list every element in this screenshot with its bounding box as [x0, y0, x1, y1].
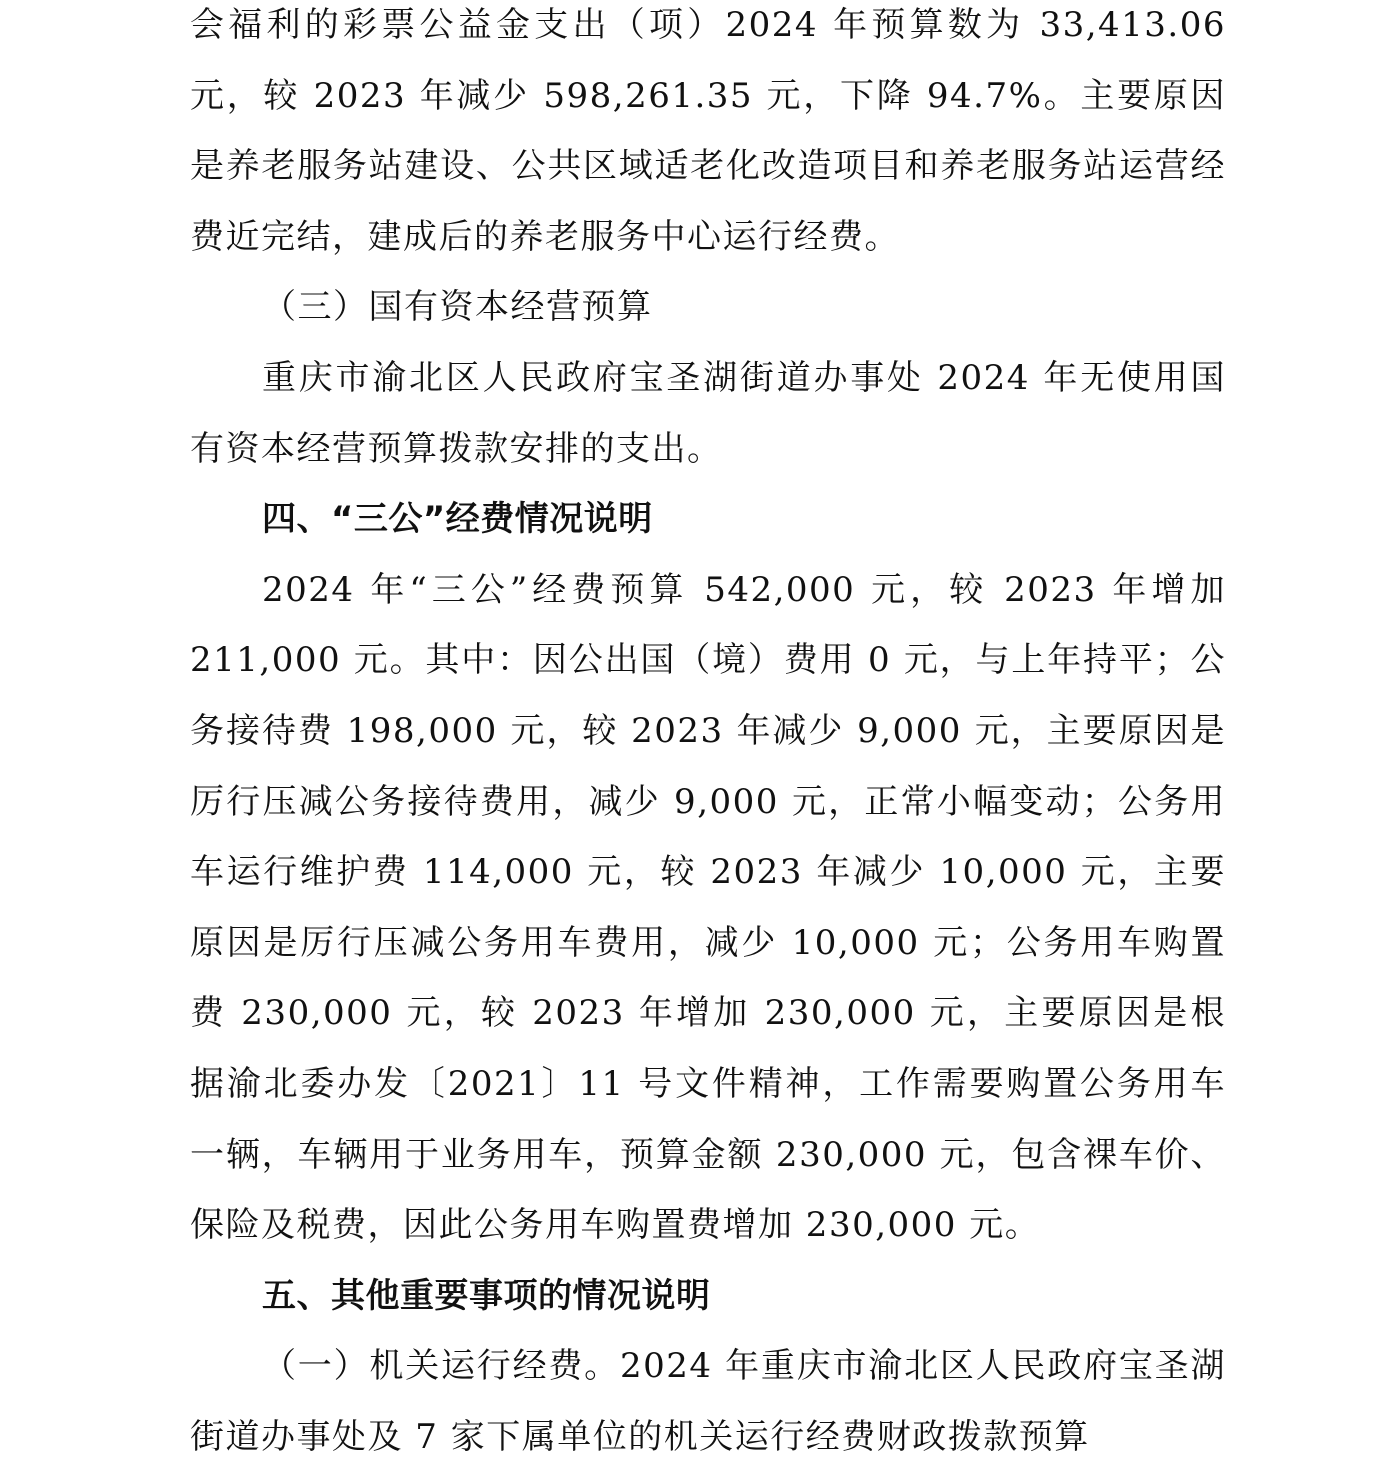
heading-other-important-matters: 五、其他重要事项的情况说明 — [262, 1275, 711, 1316]
paragraph-state-capital-budget: 重庆市渝北区人民政府宝圣湖街道办事处 2024 年无使用国有资本经营预算拨款安排的支出。 — [190, 357, 1226, 469]
paragraph-lottery-welfare-fund: 会福利的彩票公益金支出（项）2024 年预算数为 33,413.06 元，较 2023 年减少 598,261.35 元，下降 94.7%。主要原因是养老服务站建设、公共区域适老化改造项目和养老服务站运营经费近完结，建成后的养老服务中心运行经费。 — [190, 5, 1226, 257]
paragraph-three-public-expenses: 2024 年“三公”经费预算 542,000 元，较 2023 年增加 211,000 元。其中：因公出国（境）费用 0 元，与上年持平；公务接待费 198,000 元，较 2023 年减少 9,000 元，主要原因是厉行压减公务接待费用，减少 9,000 元，正常小幅变动；公务用车运行维护费 114,000 元，较 2023 年减少 10,000 元，主要原因是厉行压减公务用车费用，减少 10,000 元；公务用车购置费 230,000 元，较 2023 年增加 230,000 元，主要原因是根据渝北委办发〔2021〕11 号文件精神，工作需要购置公务用车一辆，车辆用于业务用车，预算金额 230,000 元，包含裸车价、保险及税费，因此公务用车购置费增加 230,000 元。 — [190, 569, 1226, 1246]
subheading-state-capital-budget: （三）国有资本经营预算 — [262, 287, 653, 328]
paragraph-office-operating-expenses: （一）机关运行经费。2024 年重庆市渝北区人民政府宝圣湖街道办事处及 7 家下属单位的机关运行经费财政拨款预算 — [190, 1346, 1226, 1457]
document-page — [190, 0, 1226, 1472]
heading-three-public-expenses: 四、“三公”经费情况说明 — [262, 499, 653, 540]
